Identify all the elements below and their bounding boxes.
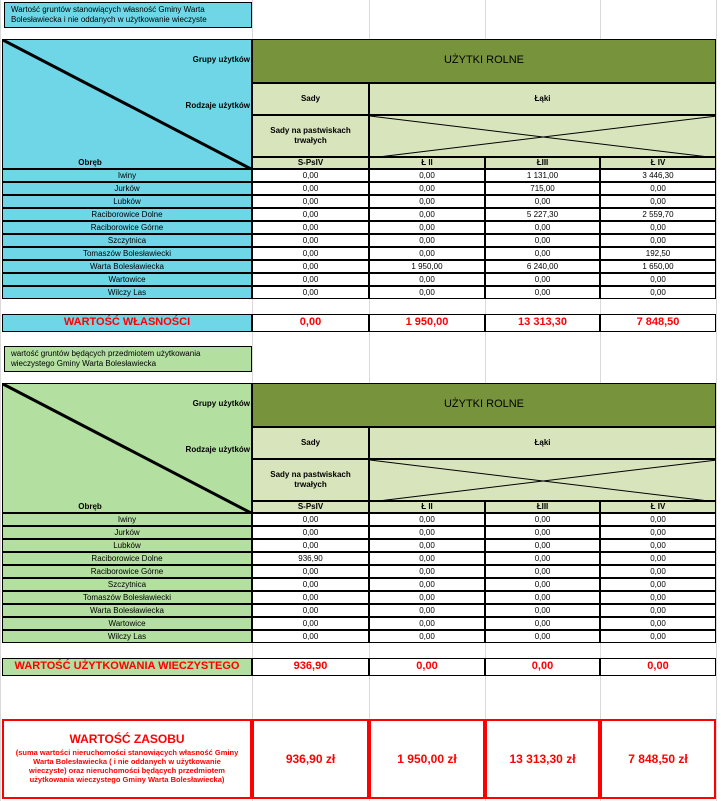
section2-total-value: 936,90 (252, 658, 369, 676)
cross-lines (370, 116, 716, 157)
section2-total-value: 0,00 (600, 658, 716, 676)
cross-lines (370, 460, 716, 501)
section1-row-value: 0,00 (252, 273, 369, 286)
section2-row-value: 936,90 (252, 552, 369, 565)
summary-title: WARTOŚĆ ZASOBU (69, 731, 185, 746)
section1-empty-crossed (369, 115, 716, 157)
section2-row-value: 0,00 (600, 591, 716, 604)
section2-row-value: 0,00 (600, 526, 716, 539)
section1-col-0: S-PsIV (252, 157, 369, 169)
section2-row-value: 0,00 (485, 578, 600, 591)
section2-row-value: 0,00 (485, 513, 600, 526)
section1-row-value: 0,00 (600, 234, 716, 247)
section1-row-value: 0,00 (485, 273, 600, 286)
section2-row-value: 0,00 (369, 591, 485, 604)
section1-row-value: 1 950,00 (369, 260, 485, 273)
section2-row-value: 0,00 (252, 630, 369, 643)
section1-laki-header: Łąki (369, 83, 716, 115)
section2-row-name: Wartowice (2, 617, 252, 630)
section1-total-label: WARTOŚĆ WŁASNOŚCI (2, 314, 252, 332)
section2-row-value: 0,00 (252, 539, 369, 552)
section2-row-value: 0,00 (485, 630, 600, 643)
section2-sady-sub: Sady na pastwiskach trwałych (252, 459, 369, 501)
section1-row-value: 5 227,30 (485, 208, 600, 221)
section2-rodzaje-label: Rodzaje użytków (185, 445, 250, 455)
section2-row-name: Iwiny (2, 513, 252, 526)
section1-row-value: 715,00 (485, 182, 600, 195)
section2-row-value: 0,00 (600, 552, 716, 565)
section2-empty-crossed (369, 459, 716, 501)
section1-total-value: 13 313,30 (485, 314, 600, 332)
section1-row-value: 2 559,70 (600, 208, 716, 221)
section1-obreb-label: Obręb (78, 158, 102, 168)
section1-row-name: Wartowice (2, 273, 252, 286)
section1-row-value: 0,00 (252, 234, 369, 247)
section2-row-value: 0,00 (252, 513, 369, 526)
section1-row-name: Lubków (2, 195, 252, 208)
section2-row-value: 0,00 (600, 539, 716, 552)
section2-row-value: 0,00 (252, 591, 369, 604)
section2-sady-header: Sady (252, 427, 369, 459)
section2-row-value: 0,00 (252, 526, 369, 539)
section1-caption: Wartość gruntów stanowiących własność Gminy Warta Bolesławiecka i nie oddanych w użytkowanie wieczyste (4, 2, 252, 28)
section1-row-value: 0,00 (485, 234, 600, 247)
section1-row-value: 0,00 (369, 221, 485, 234)
section1-uzytki-label: UŻYTKI ROLNE (443, 54, 525, 67)
section2-row-value: 0,00 (369, 565, 485, 578)
section2-row-value: 0,00 (600, 578, 716, 591)
section1-row-name: Wilczy Las (2, 286, 252, 299)
section2-row-name: Warta Bolesławiecka (2, 604, 252, 617)
section1-row-value: 0,00 (485, 247, 600, 260)
section2-row-value: 0,00 (369, 604, 485, 617)
section1-row-value: 0,00 (600, 286, 716, 299)
section2-row-value: 0,00 (600, 604, 716, 617)
summary-total: 1 950,00 zł (369, 719, 485, 799)
section2-row-name: Szczytnica (2, 578, 252, 591)
section1-row-value: 0,00 (252, 195, 369, 208)
section2-row-value: 0,00 (252, 578, 369, 591)
section2-row-value: 0,00 (485, 617, 600, 630)
section2-row-value: 0,00 (369, 578, 485, 591)
section1-row-value: 0,00 (600, 221, 716, 234)
section2-row-value: 0,00 (600, 617, 716, 630)
section1-rodzaje-label: Rodzaje użytków (185, 101, 250, 111)
section2-caption: wartość gruntów będących przedmiotem użytkowania wieczystego Gminy Warta Bolesławiecka (4, 346, 252, 372)
section1-col-1: Ł II (369, 157, 485, 169)
section1-row-value: 0,00 (369, 273, 485, 286)
section1-row-name: Tomaszów Bolesławiecki (2, 247, 252, 260)
section1-row-value: 0,00 (600, 182, 716, 195)
section2-obreb-label: Obręb (78, 502, 102, 512)
section2-row-value: 0,00 (369, 513, 485, 526)
section2-row-value: 0,00 (485, 552, 600, 565)
section2-total-value: 0,00 (485, 658, 600, 676)
summary-box (2, 719, 252, 799)
section2-row-value: 0,00 (369, 552, 485, 565)
section2-total-label: WARTOŚĆ UŻYTKOWANIA WIECZYSTEGO (2, 658, 252, 676)
summary-subtitle: (suma wartości nieruchomości stanowiących własność Gminy Warta Bolesławiecka ( i nie oddanych w użytkowanie wieczyste) oraz nieruchomości będących przedmiotem użytkowania wieczystego Gminy Warta Bolesławiecka) (15, 748, 239, 785)
section1-row-value: 0,00 (252, 208, 369, 221)
section2-row-value: 0,00 (252, 617, 369, 630)
section2-row-value: 0,00 (485, 565, 600, 578)
section1-row-value: 0,00 (369, 247, 485, 260)
section1-col-2: ŁIII (485, 157, 600, 169)
section1-row-value: 0,00 (485, 286, 600, 299)
summary-total: 13 313,30 zł (485, 719, 600, 799)
section2-row-name: Tomaszów Bolesławiecki (2, 591, 252, 604)
section1-row-value: 0,00 (485, 195, 600, 208)
section1-row-value: 1 131,00 (485, 169, 600, 182)
section1-total-value: 1 950,00 (369, 314, 485, 332)
section2-row-value: 0,00 (252, 565, 369, 578)
section2-row-value: 0,00 (485, 526, 600, 539)
section1-grupy-label: Grupy użytków (192, 55, 250, 65)
section1-row-name: Jurków (2, 182, 252, 195)
section1-row-value: 0,00 (252, 169, 369, 182)
section1-row-value: 0,00 (600, 195, 716, 208)
section1-row-name: Raciborowice Górne (2, 221, 252, 234)
section2-row-value: 0,00 (600, 630, 716, 643)
section1-row-value: 0,00 (369, 182, 485, 195)
summary-total: 936,90 zł (252, 719, 369, 799)
section1-row-value: 0,00 (252, 182, 369, 195)
section2-row-value: 0,00 (485, 604, 600, 617)
section2-row-value: 0,00 (485, 539, 600, 552)
section1-row-value: 6 240,00 (485, 260, 600, 273)
section1-sady-header: Sady (252, 83, 369, 115)
section1-row-value: 0,00 (369, 234, 485, 247)
section2-laki-header: Łąki (369, 427, 716, 459)
section2-grupy-label: Grupy użytków (192, 399, 250, 409)
section2-col-2: ŁIII (485, 501, 600, 513)
section1-row-value: 0,00 (252, 286, 369, 299)
section2-row-name: Wilczy Las (2, 630, 252, 643)
section1-row-value: 0,00 (600, 273, 716, 286)
section1-row-value: 0,00 (485, 221, 600, 234)
section2-row-value: 0,00 (369, 539, 485, 552)
section1-row-name: Iwiny (2, 169, 252, 182)
section2-col-3: Ł IV (600, 501, 716, 513)
section2-uzytki-label: UŻYTKI ROLNE (443, 398, 525, 411)
section1-row-value: 1 650,00 (600, 260, 716, 273)
section2-row-value: 0,00 (485, 591, 600, 604)
section1-row-value: 0,00 (369, 169, 485, 182)
section1-row-name: Raciborowice Dolne (2, 208, 252, 221)
section1-row-name: Szczytnica (2, 234, 252, 247)
section1-row-value: 0,00 (252, 247, 369, 260)
section2-row-value: 0,00 (369, 617, 485, 630)
section1-row-value: 0,00 (369, 195, 485, 208)
section1-row-value: 0,00 (369, 208, 485, 221)
section1-sady-sub: Sady na pastwiskach trwałych (252, 115, 369, 157)
section1-row-value: 0,00 (252, 221, 369, 234)
summary-total: 7 848,50 zł (600, 719, 716, 799)
section2-total-value: 0,00 (369, 658, 485, 676)
section2-col-0: S-PsIV (252, 501, 369, 513)
gridline (716, 0, 717, 801)
section1-row-value: 0,00 (369, 286, 485, 299)
section2-row-name: Raciborowice Dolne (2, 552, 252, 565)
section1-row-name: Warta Bolesławiecka (2, 260, 252, 273)
section2-row-value: 0,00 (369, 630, 485, 643)
section1-total-value: 0,00 (252, 314, 369, 332)
section1-total-value: 7 848,50 (600, 314, 716, 332)
section1-row-value: 3 446,30 (600, 169, 716, 182)
section2-col-1: Ł II (369, 501, 485, 513)
section2-row-value: 0,00 (600, 565, 716, 578)
section1-col-3: Ł IV (600, 157, 716, 169)
gridline (0, 0, 1, 801)
section2-row-value: 0,00 (252, 604, 369, 617)
section1-row-value: 0,00 (252, 260, 369, 273)
section2-row-value: 0,00 (369, 526, 485, 539)
section2-row-name: Lubków (2, 539, 252, 552)
section2-row-name: Jurków (2, 526, 252, 539)
section2-row-name: Raciborowice Górne (2, 565, 252, 578)
section1-row-value: 192,50 (600, 247, 716, 260)
section2-row-value: 0,00 (600, 513, 716, 526)
